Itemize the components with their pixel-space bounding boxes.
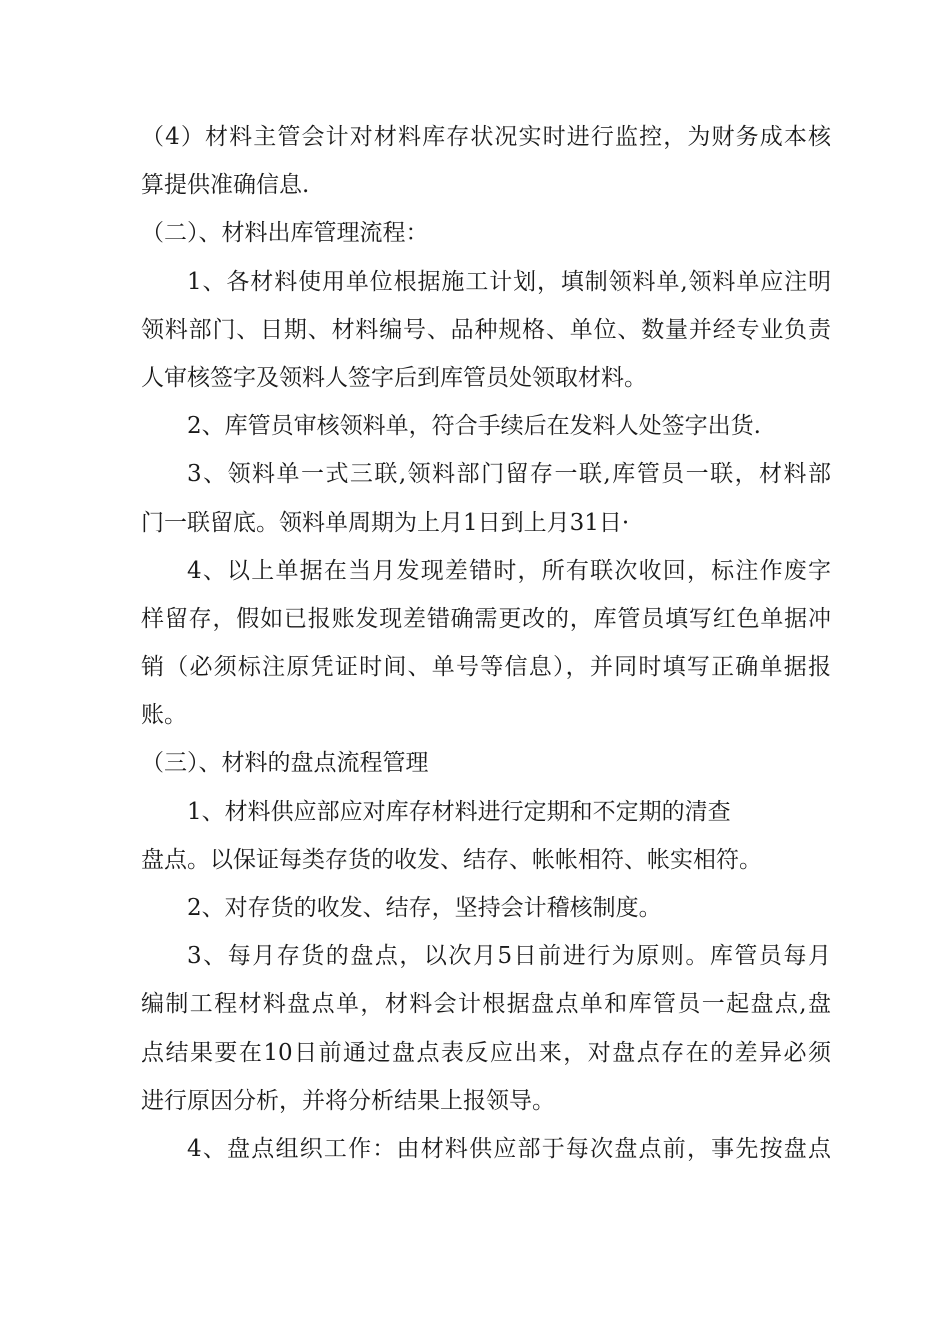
- text-line-12: 销（必须标注原凭证时间、单号等信息），并同时填写正确单据报: [141, 654, 831, 681]
- text-line-21: 进行原因分析，并将分析结果上报领导。: [141, 1087, 555, 1114]
- text-line-4: 1、各材料使用单位根据施工计划，填制领料单,领料单应注明: [187, 268, 831, 295]
- text-line-17: 2、对存货的收发、结存，坚持会计稽核制度。: [187, 895, 662, 921]
- text-line-9: 门一联留底。领料单周期为上月1日到上月31日·: [141, 509, 630, 536]
- text-line-6: 人审核签字及领料人签字后到库管员处领取材料。: [141, 364, 647, 391]
- text-line-11: 样留存，假如已报账发现差错确需更改的，库管员填写红色单据冲: [141, 605, 831, 632]
- section-heading-3: （三）、材料的盘点流程管理: [141, 750, 429, 777]
- text-line-10: 4、以上单据在当月发现差错时，所有联次收回，标注作废字: [187, 557, 831, 584]
- text-line-2: 算提供准确信息.: [141, 172, 310, 199]
- text-line-8: 3、领料单一式三联,领料部门留存一联,库管员一联，材料部: [187, 461, 831, 488]
- text-line-20: 点结果要在10日前通过盘点表反应出来，对盘点存在的差异必须: [141, 1039, 831, 1066]
- text-line-5: 领料部门、日期、材料编号、品种规格、单位、数量并经专业负责: [141, 316, 831, 343]
- text-line-15: 1、材料供应部应对库存材料进行定期和不定期的清查: [187, 798, 731, 825]
- text-line-7: 2、库管员审核领料单，符合手续后在发料人处签字出货.: [187, 413, 761, 440]
- text-line-18: 3、每月存货的盘点，以次月5日前进行为原则。库管员每月: [187, 943, 831, 970]
- text-line-19: 编制工程材料盘点单，材料会计根据盘点单和库管员一起盘点,盘: [141, 991, 831, 1018]
- text-line-16: 盘点。以保证每类存货的收发、结存、帐帐相符、帐实相符。: [141, 846, 762, 873]
- body-text: [141, 120, 831, 1180]
- text-line-13: 账。: [141, 702, 187, 729]
- section-heading-2: （二）、材料出库管理流程：: [141, 220, 429, 247]
- text-line-1: （4）材料主管会计对材料库存状况实时进行监控，为财务成本核: [141, 124, 831, 150]
- text-line-22: 4、盘点组织工作：由材料供应部于每次盘点前，事先按盘点: [187, 1135, 831, 1162]
